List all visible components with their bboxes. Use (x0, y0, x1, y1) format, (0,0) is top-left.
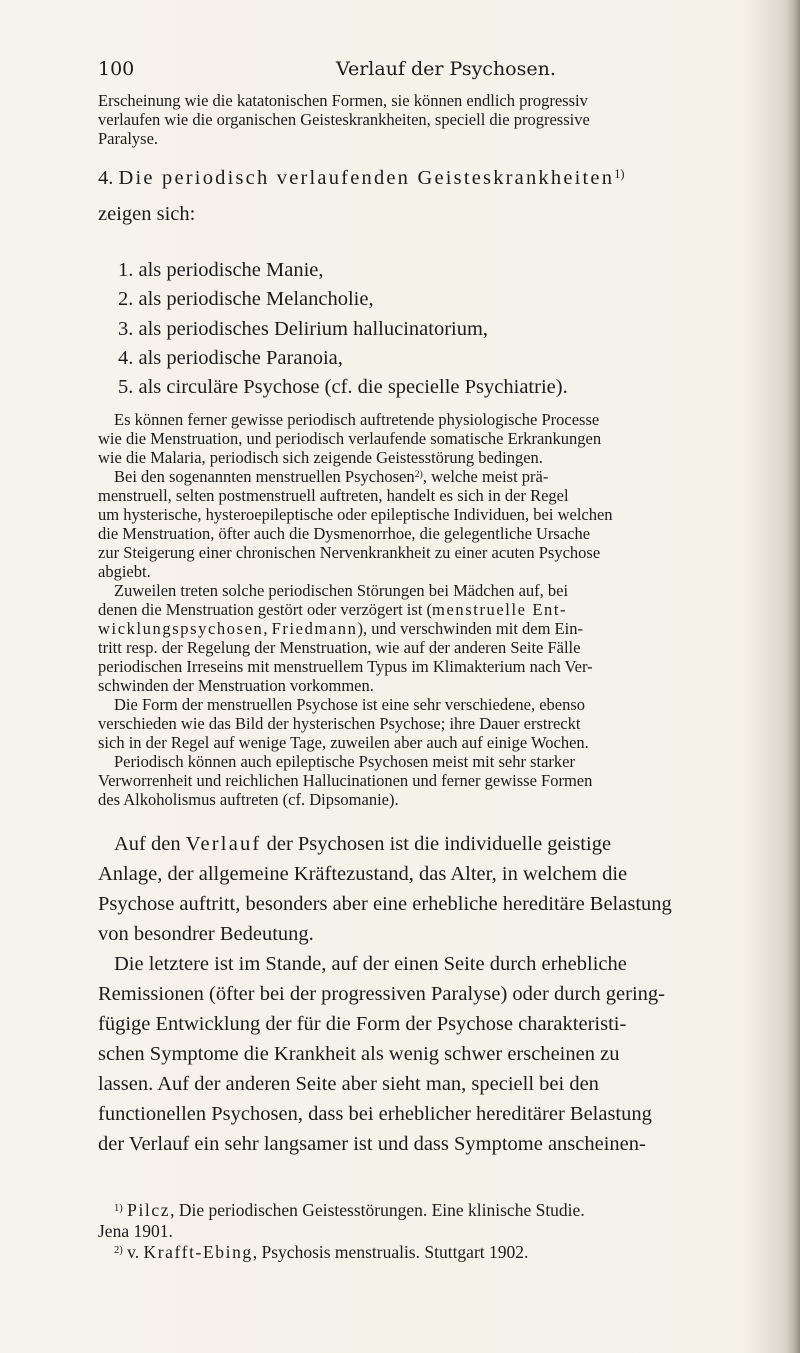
section-continuation: zeigen sich: (98, 203, 196, 225)
text-line: Anlage, der allgemeine Kräftezustand, das Alter, in welchem die (98, 863, 628, 885)
text-line: Die letztere ist im Stande, auf der einen Seite durch erhebliche (114, 953, 627, 975)
footnote-2 (98, 1242, 780, 1263)
text-line: schwinden der Menstruation vorkommen. (98, 676, 374, 695)
list-item: 4. als periodische Paranoia, (118, 347, 343, 369)
text-line: verlaufen wie die organischen Geisteskrankheiten, speciell die progressive (98, 110, 590, 129)
emphasized-term: menstruelle Ent- (432, 600, 568, 619)
text-line: menstruell, selten postmenstruell auftreten, handelt es sich in der Regel (98, 486, 569, 505)
text-run: ), und verschwinden mit dem Ein- (357, 619, 583, 638)
text-line: schen Symptome die Krankheit als wenig schwer erscheinen zu (98, 1043, 620, 1065)
footnote-1 (98, 1200, 780, 1221)
text-line: Erscheinung wie die katatonischen Formen, sie können endlich progressiv (98, 91, 588, 110)
text-line: verschieden wie das Bild der hysterischen Psychose; ihre Dauer erstreckt (98, 714, 581, 733)
text-run: , welche meist prä- (422, 467, 549, 486)
text-line: wie die Menstruation, und periodisch verlaufende somatische Erkrankungen (98, 429, 602, 448)
text-line: die Menstruation, öfter auch die Dysmenorrhoe, die gelegentliche Ursache (98, 524, 591, 543)
text-line: functionellen Psychosen, dass bei erheblicher hereditärer Belastung (98, 1103, 652, 1125)
list-item: 3. als periodisches Delirium hallucinatorium, (118, 318, 489, 340)
text-line: Verworrenheit und reichlichen Hallucinationen und ferner gewisse Formen (98, 771, 593, 790)
text-run: denen die Menstruation gestört oder verzögert ist ( (98, 600, 433, 619)
text-line: Paralyse. (98, 129, 159, 148)
footnote-mark: 2) (114, 1244, 123, 1256)
text-line: zur Steigerung einer chronischen Nervenkrankheit zu einer acuten Psychose (98, 543, 601, 562)
text-line (98, 619, 780, 638)
footnotes (98, 1200, 780, 1263)
emphasized-term: Verlauf (185, 833, 262, 855)
footnote-ref: 1) (614, 166, 625, 181)
list-item: 1. als periodische Manie, (118, 259, 324, 281)
list-item: 5. als circuläre Psychose (cf. die specielle Psychiatrie). (118, 376, 568, 398)
text-line: Es können ferner gewisse periodisch auftretende physiologische Processe (114, 410, 600, 429)
text-line: Periodisch können auch epileptische Psychosen meist mit sehr starker (114, 752, 575, 771)
text-run: , Psychosis menstrualis. Stuttgart 1902. (252, 1242, 529, 1262)
text-run: v. (127, 1242, 144, 1262)
main-text-section (98, 829, 780, 1159)
emphasized-term: wicklungspsychosen (98, 619, 264, 638)
text-line: von besondrer Bedeutung. (98, 923, 314, 945)
text-line: periodischen Irreseins mit menstruellem Typus im Klimakterium nach Ver- (98, 657, 593, 676)
text-run: Auf den (114, 833, 186, 855)
text-run: der Psychosen ist die individuelle geistige (261, 833, 612, 855)
text-line: fügige Entwicklung der für die Form der Psychose charakteristi- (98, 1013, 627, 1035)
section-number: 4. (98, 167, 114, 189)
text-line: Psychose auftritt, besonders aber eine erhebliche hereditäre Belastung (98, 893, 672, 915)
text-line (98, 829, 780, 859)
list-item: 2. als periodische Melancholie, (118, 288, 374, 310)
small-print-section (98, 410, 780, 809)
text-line: um hysterische, hysteroepileptische oder epileptische Individuen, bei welchen (98, 505, 613, 524)
text-line: Remissionen (öfter bei der progressiven Paralyse) oder durch gering- (98, 983, 665, 1005)
footnote-1-cont: Jena 1901. (98, 1221, 173, 1241)
section-title: Die periodisch verlaufenden Geisteskrankheiten (118, 167, 615, 189)
text-line: der Verlauf ein sehr langsamer ist und dass Symptome anscheinen- (98, 1133, 646, 1155)
intro-paragraph (98, 91, 780, 148)
text-line: des Alkoholismus auftreten (cf. Dipsomanie). (98, 790, 399, 809)
section-heading (98, 163, 780, 229)
running-title: Verlauf der Psychosen. (336, 58, 556, 80)
text-run: , Die periodischen Geistesstörungen. Eine klinische Studie. (170, 1200, 585, 1220)
author-name: Krafft-Ebing (143, 1242, 253, 1262)
footnote-mark: 1) (114, 1202, 123, 1214)
footnote-ref: 2) (414, 469, 423, 481)
text-line: abgiebt. (98, 562, 151, 581)
page-edge-shadow (786, 0, 800, 1353)
text-line: sich in der Regel auf wenige Tage, zuweilen aber auch auf einige Wochen. (98, 733, 589, 752)
text-line: lassen. Auf der anderen Seite aber sieht man, speciell bei den (98, 1073, 599, 1095)
text-line: Zuweilen treten solche periodischen Störungen bei Mädchen auf, bei (114, 581, 569, 600)
page-number: 100 (98, 58, 135, 80)
text-run: , (263, 619, 272, 638)
text-run: Bei den sogenannten menstruellen Psychosen (114, 467, 415, 486)
text-line: Die Form der menstruellen Psychose ist eine sehr verschiedene, ebenso (114, 695, 586, 714)
author-name: Pilcz (127, 1200, 171, 1220)
author-name: Friedmann (271, 619, 358, 638)
text-line: wie die Malaria, periodisch sich zeigende Geistesstörung bedingen. (98, 448, 543, 467)
text-line (98, 600, 780, 619)
text-line (98, 467, 780, 486)
text-line: tritt resp. der Regelung der Menstruation, wie auf der anderen Seite Fälle (98, 638, 581, 657)
